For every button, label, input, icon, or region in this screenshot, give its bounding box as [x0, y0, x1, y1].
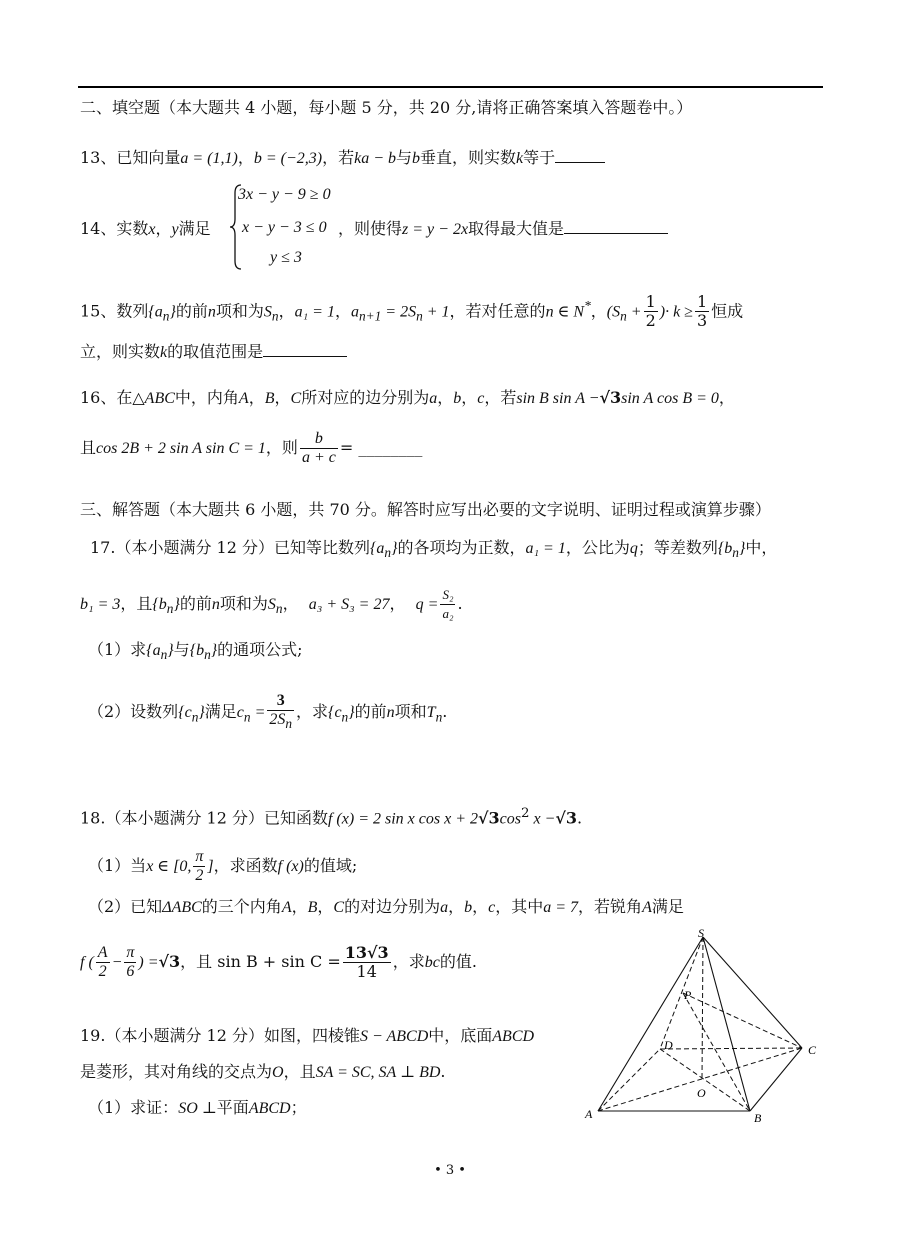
q18-pi6: π — [126, 944, 135, 961]
q15-t3: ，若对任意的 — [449, 301, 546, 321]
label-A: A — [585, 1107, 593, 1121]
q17-cn-2: {c — [328, 704, 342, 722]
q17-s2: S₂ — [440, 586, 455, 605]
q15-rec-tail: = 2S — [381, 303, 417, 321]
q15-c2: ， — [334, 301, 351, 321]
q17-bn-close-3: } — [210, 642, 218, 659]
q17-cn: {c — [178, 704, 192, 722]
q17-and: 与 — [173, 640, 190, 659]
q13-prefix: 13、已知向量 — [80, 148, 181, 167]
q17-cdef-eq: = — [250, 704, 266, 722]
q15-t2: 项和为 — [215, 301, 264, 321]
q17-bn-sub: n — [732, 545, 739, 561]
q19-so: SO ⊥ — [178, 1100, 217, 1117]
q17-l1d: ；等差数列 — [637, 538, 718, 557]
q16-tri: △ABC — [132, 390, 175, 407]
q17-cn-sub: n — [191, 709, 199, 725]
q14-x: x — [148, 221, 156, 238]
q15-rec-end: + 1 — [422, 303, 450, 321]
q16-prefix: 16、在 — [80, 388, 133, 407]
q16-frac-num: b — [300, 430, 338, 449]
q18-p2e: ，若锐角 — [578, 897, 643, 916]
q18-tail: x − — [529, 810, 556, 828]
q15-half-den: 2 — [645, 311, 656, 331]
q17-l1a: 17.（本小题满分 12 分）已知等比数列 — [90, 538, 370, 557]
q13-combo: ka − b — [354, 150, 397, 167]
q19-l2c: . — [440, 1062, 446, 1081]
q16-c3: ， — [437, 388, 454, 407]
question-18-part2: （2）已知ΔABC的三个内角A，B，C的对边分别为a，b，c，其中a = 7，若锐角A满足 — [88, 897, 684, 916]
q19-p1b: 平面 — [216, 1098, 249, 1117]
q17-l2f: . — [457, 594, 463, 613]
q15-line2b: 的取值范围是 — [167, 342, 264, 361]
q18-xin: x ∈ [0, — [146, 858, 192, 875]
q13-vector-b: b = (−2,3) — [253, 150, 323, 167]
q14-row3: y ≤ 3 — [270, 249, 302, 266]
label-O: O — [697, 1086, 706, 1100]
q15-rec-sub: n+1 — [358, 308, 382, 324]
q13-sep: ， — [237, 148, 254, 167]
q18-p1a: （1）当 — [88, 856, 147, 875]
q15-ineq-c: )· k ≥ — [659, 303, 693, 321]
q18-two: 2 — [195, 867, 204, 884]
q16-b: b — [453, 390, 462, 407]
q16-eq1a: sin B sin A − — [516, 390, 600, 407]
q17-cn-close-2: } — [348, 704, 355, 722]
q18-A-half — [96, 944, 110, 981]
q13-tail: 垂直，则实数 — [420, 148, 517, 167]
q17-sn: S — [267, 596, 276, 613]
q17-p1b: 的通项公式; — [217, 640, 303, 659]
q17-bn-sub-2: n — [166, 601, 174, 617]
q17-l1b: 的各项均为正数， — [397, 538, 526, 557]
q16-c1: ， — [248, 388, 265, 407]
q17-q-fraction — [440, 586, 455, 623]
q17-n: n — [211, 596, 220, 613]
q19-o: O — [272, 1064, 284, 1081]
q15-t1: 的前 — [175, 301, 208, 321]
q18-A: A — [281, 899, 292, 916]
q18-p1c: 的值域; — [303, 856, 358, 875]
question-16-line2 — [80, 430, 422, 467]
q17-l1e: 中， — [745, 538, 778, 557]
question-15 — [80, 292, 743, 331]
q13-vector-a: a = (1,1) — [180, 150, 238, 167]
q18-b: b — [464, 899, 473, 916]
q15-half — [644, 293, 658, 330]
q15-prefix: 15、数列 — [80, 301, 149, 321]
question-18-part1 — [88, 848, 357, 885]
q17-a1: a₁ = 1 — [525, 540, 566, 557]
q18-p2a: （2）已知 — [88, 897, 163, 916]
q18-13sqrt3-14 — [343, 944, 391, 981]
q17-p2e: 项和 — [394, 702, 427, 722]
q16-c5: ， — [718, 388, 735, 407]
question-19 — [80, 1026, 534, 1047]
diagonal-BD — [660, 1049, 750, 1111]
q14-tail: 取得最大值是 — [468, 219, 565, 238]
height-SO — [702, 937, 703, 1079]
q18-dot: . — [577, 808, 583, 828]
q13-b: b — [412, 150, 421, 167]
q13-end: 等于 — [523, 148, 556, 167]
q17-bn-close: } — [738, 540, 746, 557]
q15-third-den: 3 — [696, 311, 708, 331]
q15-nin: n ∈ N — [545, 303, 585, 321]
q15-c1: ， — [278, 301, 295, 321]
q17-an-sub: n — [384, 545, 392, 561]
q14-mid: ，则使得 — [338, 219, 403, 238]
question-13 — [80, 148, 605, 169]
q15-ineq-b: + — [626, 303, 642, 321]
q17-eq: a₃ + S₃ = 27 — [308, 596, 390, 613]
q18-l1a: 18.（本小题满分 12 分）已知函数 — [80, 808, 328, 828]
section3-heading: 三、解答题（本大题共 6 小题，共 70 分。解答时应写出必要的文字说明、证明过程或演算步骤） — [80, 500, 771, 519]
q19-l2a: 是菱形，其对角线的交点为 — [80, 1062, 273, 1081]
q19-eq: SA = SC, SA ⊥ BD — [315, 1064, 441, 1081]
q18-p2b: 的三个内角 — [201, 897, 282, 916]
q15-third — [695, 293, 709, 330]
q14-satisfy: 满足 — [178, 219, 211, 238]
q17-tn-sub: n — [435, 709, 443, 725]
q15-sn: S — [263, 303, 272, 321]
q18-den14: 14 — [356, 962, 377, 981]
q16-sqrt3: √3 — [599, 388, 622, 407]
q19-abcd-2: ABCD — [248, 1100, 291, 1117]
q13-k: k — [516, 150, 524, 167]
q14-comma: ， — [155, 219, 172, 238]
question-17-line2 — [80, 586, 463, 623]
q19-p1a: （1）求证： — [88, 1098, 179, 1117]
q17-cn-sub-2: n — [341, 709, 349, 725]
question-17-part2 — [88, 692, 447, 733]
q18-sinsum: ，且 sin B + sin C = — [180, 952, 341, 971]
q16-fraction — [300, 430, 338, 467]
q15-a1: a₁ = 1 — [294, 303, 335, 321]
answer-blank — [555, 148, 605, 163]
q17-p1a: （1）求 — [88, 640, 147, 659]
q18-minus: − — [111, 954, 123, 971]
diagonal-AC — [598, 1048, 802, 1111]
q16-frac-den: a + c — [301, 449, 336, 466]
q18-num13: 13√3 — [344, 943, 389, 962]
q18-A2: A — [97, 944, 108, 961]
q18-p1b: ，求函数 — [213, 856, 278, 875]
q17-cdef: c — [236, 704, 244, 722]
q16-c4: ， — [461, 388, 478, 407]
q17-c-den: 2S — [269, 711, 286, 728]
question-17 — [90, 538, 777, 563]
q17-bn-close-2: } — [173, 596, 180, 613]
q18-c: c — [488, 899, 496, 916]
q16-C: C — [290, 390, 302, 407]
q18-p2d: ，其中 — [495, 897, 544, 916]
q18-cos2: cos — [499, 810, 521, 828]
q19-l1b: 中，底面 — [428, 1026, 493, 1045]
q18-pi-half — [193, 848, 205, 885]
q18-p2f: 满足 — [651, 897, 684, 916]
q15-third-num: 1 — [696, 292, 708, 312]
q16-B: B — [264, 390, 275, 407]
q18-a: a — [440, 899, 449, 916]
segment-PB — [683, 993, 750, 1111]
q15-t4: 恒成 — [711, 301, 744, 321]
q17-b1: b₁ = 3 — [80, 596, 121, 613]
q15-c3: ， — [590, 301, 607, 321]
q17-p2c: ，求 — [296, 702, 329, 722]
q15-rec-tail-sub: n — [416, 308, 423, 324]
label-B: B — [754, 1111, 762, 1125]
q17-cn-close: } — [198, 704, 205, 722]
q15-rec: a — [350, 303, 359, 321]
question-15-line2 — [80, 342, 347, 363]
segment-PC — [683, 993, 802, 1048]
q18-C: C — [333, 899, 345, 916]
q14-row1: 3x − y − 9 ≥ 0 — [238, 186, 331, 203]
q17-an-close-3: } — [167, 642, 174, 659]
q18-den2: 2 — [98, 963, 107, 980]
q18-p2h: 的值. — [439, 952, 477, 971]
q19-abcd: ABCD — [492, 1028, 535, 1045]
q16-c2: ， — [274, 388, 291, 407]
q18-pi: π — [195, 848, 204, 865]
q17-an: {a — [369, 540, 385, 557]
q17-qeq: q = — [415, 596, 439, 613]
q18-p2g: ，求 — [392, 952, 425, 971]
q18-tri: ΔABC — [162, 899, 202, 916]
q17-l1c: ，公比为 — [565, 538, 630, 557]
q14-y: y — [171, 221, 179, 238]
q15-n: n — [207, 303, 216, 321]
q18-den6: 6 — [126, 963, 135, 980]
pyramid-figure — [580, 925, 825, 1130]
q16-t1: 中，内角 — [174, 388, 239, 407]
q15-an-sub: n — [162, 308, 170, 324]
q19-l1a: 19.（本小题满分 12 分）如图，四棱锥 — [80, 1026, 360, 1045]
q15-ineq-sub: n — [620, 308, 627, 324]
q16-eq: = — [339, 438, 354, 457]
q19-l2b: ，且 — [283, 1062, 316, 1081]
q18-f2: f ( — [80, 954, 94, 971]
question-18-part2-line2 — [80, 944, 477, 981]
answer-blank — [564, 219, 668, 234]
q17-bn-3: {b — [189, 642, 205, 659]
q17-c-fraction — [267, 692, 294, 733]
label-C: C — [808, 1043, 817, 1057]
q17-an-sub-3: n — [160, 647, 168, 663]
q18-p2c: 的对边分别为 — [344, 897, 441, 916]
edge-SD — [660, 937, 703, 1049]
page-number: • 3 • — [434, 1163, 466, 1178]
q16-line2b: ，则 — [265, 438, 298, 457]
q17-bn-2: {b — [152, 596, 167, 613]
q15-sn-sub: n — [271, 308, 279, 324]
q18-fx: f (x) = 2 sin x cos x + 2 — [327, 810, 478, 828]
q15-ineq-a: (S — [606, 303, 621, 321]
q17-p2b: 满足 — [204, 702, 237, 722]
q16-t3: ，若 — [484, 388, 517, 407]
q17-l2b: 的前 — [179, 594, 212, 613]
q17-sn-sub: n — [275, 601, 283, 617]
question-17-part1 — [88, 640, 303, 665]
q18-f2c: ) = — [138, 954, 159, 971]
q17-q: q — [629, 540, 638, 557]
edge-DC — [660, 1048, 802, 1049]
q17-c-num: 3 — [267, 692, 294, 711]
q17-p2d: 的前 — [354, 702, 387, 722]
q18-pi-sixth — [124, 944, 136, 981]
q18-sup2: 2 — [520, 806, 530, 821]
q15-star: * — [584, 298, 591, 313]
top-rule — [78, 86, 823, 88]
question-19-line2 — [80, 1062, 446, 1083]
q17-an-close: } — [391, 540, 398, 557]
answer-blank: ________ — [358, 438, 423, 457]
q13-mid: ，若 — [322, 148, 355, 167]
q17-cdef-sub: n — [243, 709, 251, 725]
q16-a: a — [429, 390, 438, 407]
q14-tail-line — [338, 219, 668, 240]
q16-A: A — [238, 390, 249, 407]
label-S: S — [698, 926, 704, 940]
question-19-part1 — [88, 1098, 307, 1119]
q15-an-close: } — [169, 303, 176, 321]
q17-l2e: ， — [389, 594, 406, 613]
q15-line2a: 立，则实数 — [80, 342, 161, 361]
q18-sqrt3b: √3 — [555, 808, 578, 828]
q15-k: k — [160, 344, 168, 361]
q16-t2: 所对应的边分别为 — [301, 388, 430, 407]
q18-bc: bc — [424, 954, 440, 971]
question-18 — [80, 804, 582, 829]
q17-bn-sub-3: n — [204, 647, 211, 663]
q15-an: {a — [148, 303, 163, 321]
q16-line2a: 且 — [80, 438, 97, 457]
answer-blank — [263, 342, 347, 357]
question-14 — [80, 219, 211, 240]
q14-prefix: 14、实数 — [80, 219, 149, 238]
q17-tn: T — [426, 704, 436, 722]
q18-a7: a = 7 — [543, 899, 579, 916]
section2-heading: 二、填空题（本大题共 4 小题，每小题 5 分，共 20 分,请将正确答案填入答题卷中。） — [80, 98, 693, 117]
q17-p2f: . — [442, 702, 448, 722]
label-D: D — [664, 1038, 673, 1052]
question-16 — [80, 388, 735, 409]
q17-p2a: （2）设数列 — [88, 702, 179, 722]
q13-mid2: 与 — [396, 148, 413, 167]
q18-br: ] — [207, 858, 214, 875]
q18-sqrt3-2: √3 — [158, 952, 181, 971]
q17-an-3: {a — [146, 642, 161, 659]
q17-l2d: ， — [282, 594, 299, 613]
q14-z: z = y − 2x — [402, 221, 469, 238]
q17-bn: {b — [717, 540, 733, 557]
q18-sqrt3: √3 — [477, 808, 500, 828]
q18-A-2: A — [642, 899, 652, 916]
q19-s: S − ABCD — [359, 1028, 429, 1045]
q19-p1c: ； — [290, 1098, 307, 1117]
edge-BC — [750, 1048, 802, 1111]
q17-a2: a₂ — [442, 606, 454, 621]
q17-c-den-sub: n — [285, 716, 293, 732]
q17-l2c: 项和为 — [219, 594, 268, 613]
q17-l2a: ，且 — [120, 594, 153, 613]
label-P: P — [684, 988, 692, 1002]
q16-c: c — [477, 390, 485, 407]
q18-B: B — [307, 899, 318, 916]
q14-row2: x − y − 3 ≤ 0 — [242, 219, 327, 236]
q15-half-num: 1 — [645, 292, 656, 312]
edge-SA — [598, 937, 703, 1111]
q16-eq2: cos 2B + 2 sin A sin C = 1 — [96, 440, 266, 457]
q17-n-2: n — [386, 704, 395, 722]
q16-eq1b: sin A cos B = 0 — [621, 390, 719, 407]
q18-f: f (x) — [277, 858, 304, 875]
